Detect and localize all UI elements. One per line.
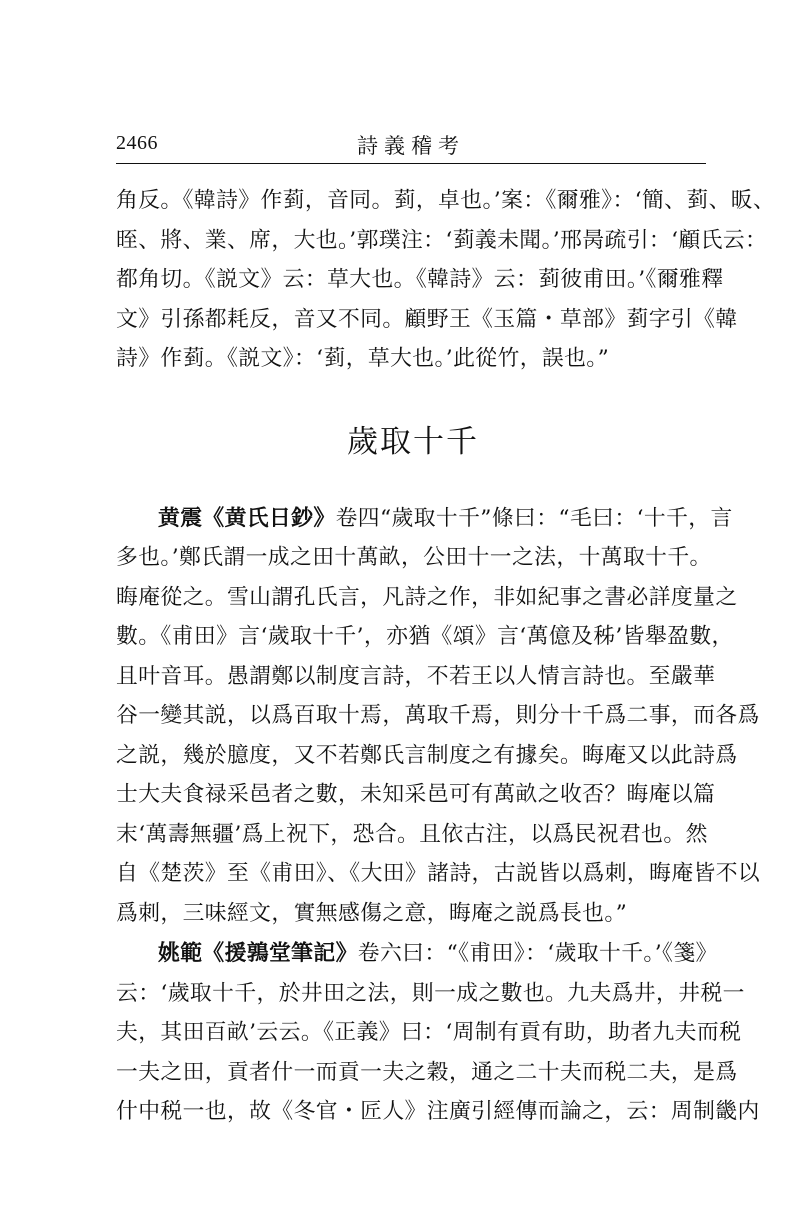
paragraph-huang-zhen [116,499,761,934]
text-line: 什中税一也，故《冬官・匠人》注廣引經傳而論之，云：周制畿内 [116,1099,760,1124]
page-header [116,130,706,164]
text-line: 晦庵從之。雪山謂孔氏言，凡詩之作，非如紀事之書必詳度量之 [116,584,738,610]
text-line: 谷一變其説，以爲百取十焉，萬取千焉，則分十千爲二事，而各爲 [116,703,760,728]
text-span: 卷四“歲取十千”條曰：“毛曰：‘十千，言 [335,505,733,531]
text-line: 且叶音耳。愚謂鄭以制度言詩，不若王以人情言詩也。至嚴華 [116,663,716,689]
text-line: 之説，幾於臆度，又不若鄭氏言制度之有據矣。晦庵又以此詩爲 [116,742,738,768]
section-heading: 歲取十千 [347,424,479,460]
text-line: 數。《甫田》言‘歲取十千’，亦猶《頌》言‘萬億及秭’皆舉盈數， [116,624,734,649]
text-line: 自《楚茨》至《甫田》、《大田》諸詩，古説皆以爲刺，晦庵皆不以 [116,861,761,886]
text-line: 文》引孫都耗反，音又不同。顧野王《玉篇・草部》菿字引《韓 [116,306,738,332]
paragraph-continuation [116,181,776,379]
text-line [116,934,718,974]
text-line [116,499,733,539]
text-line: 士大夫食禄采邑者之數，未知采邑可有萬畝之收否？晦庵以篇 [116,782,716,807]
text-line: 云：‘歲取十千，於井田之法，則一成之數也。九夫爲井，井税一 [116,980,745,1006]
body-text [116,181,776,1132]
paragraph-yao-fan [116,934,760,1132]
page-number: 2466 [116,132,158,154]
running-title: 詩義稽考 [357,134,465,158]
text-line: 一夫之田，貢者什一而貢一夫之穀，通之二十夫而税二夫，是爲 [116,1059,738,1085]
text-line: 詩》作菿。《説文》：‘菿，草大也。’此從竹，誤也。” [116,346,610,371]
cited-source: 姚範《援鶉堂筆記》 [158,941,358,966]
text-line: 都角切。《説文》云：草大也。《韓詩》云：菿彼甫田。’《爾雅釋 [116,267,724,292]
text-line: 末‘萬壽無疆’爲上祝下，恐合。且依古注，以爲民祝君也。然 [116,821,708,847]
text-line: 晊、將、業、席，大也。’郭璞注：‘菿義未聞。’邢昺疏引：‘顧氏云： [116,227,768,253]
text-line: 爲刺，三味經文，實無感傷之意，晦庵之説爲長也。” [116,900,628,926]
text-span: 卷六曰：“《甫田》：‘歲取十千。’《箋》 [357,941,718,966]
text-line: 角反。《韓詩》作菿，音同。菿，卓也。’案：《爾雅》：‘簡、菿、昄、 [116,188,776,213]
text-line: 夫，其田百畝’云云。《正義》曰：‘周制有貢有助，助者九夫而税 [116,1020,742,1045]
header-rule [116,163,706,164]
cited-source: 黄震《黄氏日鈔》 [158,505,336,531]
text-line: 多也。’鄭氏謂一成之田十萬畝，公田十一之法，十萬取十千。 [116,545,712,570]
